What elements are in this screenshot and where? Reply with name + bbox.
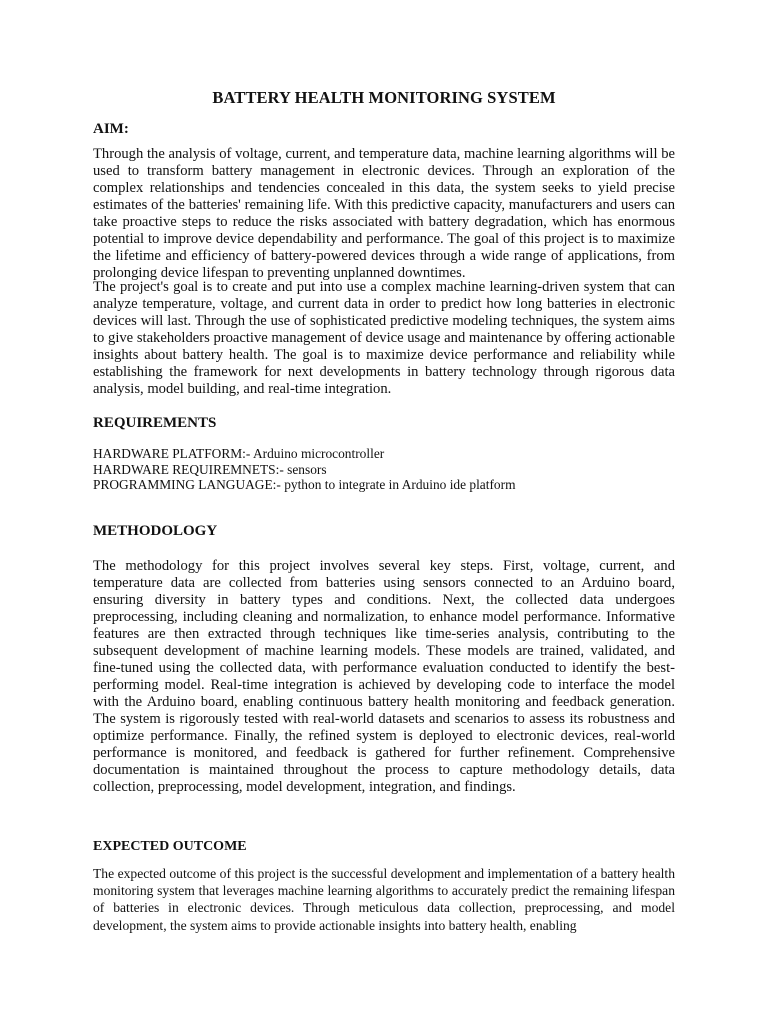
aim-paragraph-1: Through the analysis of voltage, current, and temperature data, machine learning algorithms will be used to transform battery management in electronic devices. Through an exploration of the complex relationships and tendencies concealed in this data, the system seeks to yield precise estimates of the batteries' remaining life. With this predictive capacity, manufacturers and users can take proactive steps to reduce the risks associated with battery degradation, which has enormous potential to improve device dependability and performance. The goal of this project is to maximize the lifetime and efficiency of battery-powered devices through a wide range of applications, from prolonging device lifespan to preventing unplanned downtimes.: [93, 146, 675, 281]
aim-paragraph-2: The project's goal is to create and put into use a complex machine learning-driven system that can analyze temperature, voltage, and current data in order to predict how long batteries in electronic devices will last. Through the use of sophisticated predictive modeling techniques, the system aims to give stakeholders proactive management of device usage and maintenance by offering actionable insights about battery health. The goal is to maximize device performance and reliability while establishing the framework for next developments in battery technology through rigorous data analysis, model building, and real-time integration.: [93, 279, 675, 397]
document-title: BATTERY HEALTH MONITORING SYSTEM: [212, 88, 556, 107]
requirements-heading: REQUIREMENTS: [93, 415, 217, 431]
expected-outcome-heading: EXPECTED OUTCOME: [93, 839, 247, 854]
requirement-programming-language: PROGRAMMING LANGUAGE:- python to integrate in Arduino ide platform: [93, 477, 516, 493]
requirements-list: [93, 446, 675, 493]
methodology-paragraph: The methodology for this project involves several key steps. First, voltage, current, and temperature data are collected from batteries using sensors connected to an Arduino board, ensuring diversity in battery types and conditions. Next, the collected data undergoes preprocessing, including cleaning and normalization, to enhance model performance. Informative features are then extracted through techniques like time-series analysis, contributing to the subsequent development of machine learning models. These models are trained, validated, and fine-tuned using the collected data, with performance evaluation conducted to identify the best-performing model. Real-time integration is achieved by developing code to interface the model with the Arduino board, enabling continuous battery health monitoring and feedback generation. The system is rigorously tested with real-world datasets and scenarios to assess its robustness and optimize performance. Finally, the refined system is deployed to electronic devices, real-world performance is monitored, and feedback is gathered for further refinement. Comprehensive documentation is maintained throughout the process to capture methodology details, data collection, preprocessing, model development, integration, and findings.: [93, 558, 675, 795]
methodology-heading: METHODOLOGY: [93, 523, 218, 539]
aim-heading: AIM:: [93, 121, 129, 137]
expected-outcome-paragraph: The expected outcome of this project is the successful development and implementation of a battery health monitoring system that leverages machine learning algorithms to accurately predict the remaining lifespan of batteries in electronic devices. Through meticulous data collection, preprocessing, and model development, the system aims to provide actionable insights into battery health, enabling: [93, 866, 675, 933]
requirement-hardware-requirements: HARDWARE REQUIREMNETS:- sensors: [93, 461, 327, 477]
requirement-hardware-platform: HARDWARE PLATFORM:- Arduino microcontroller: [93, 446, 385, 461]
